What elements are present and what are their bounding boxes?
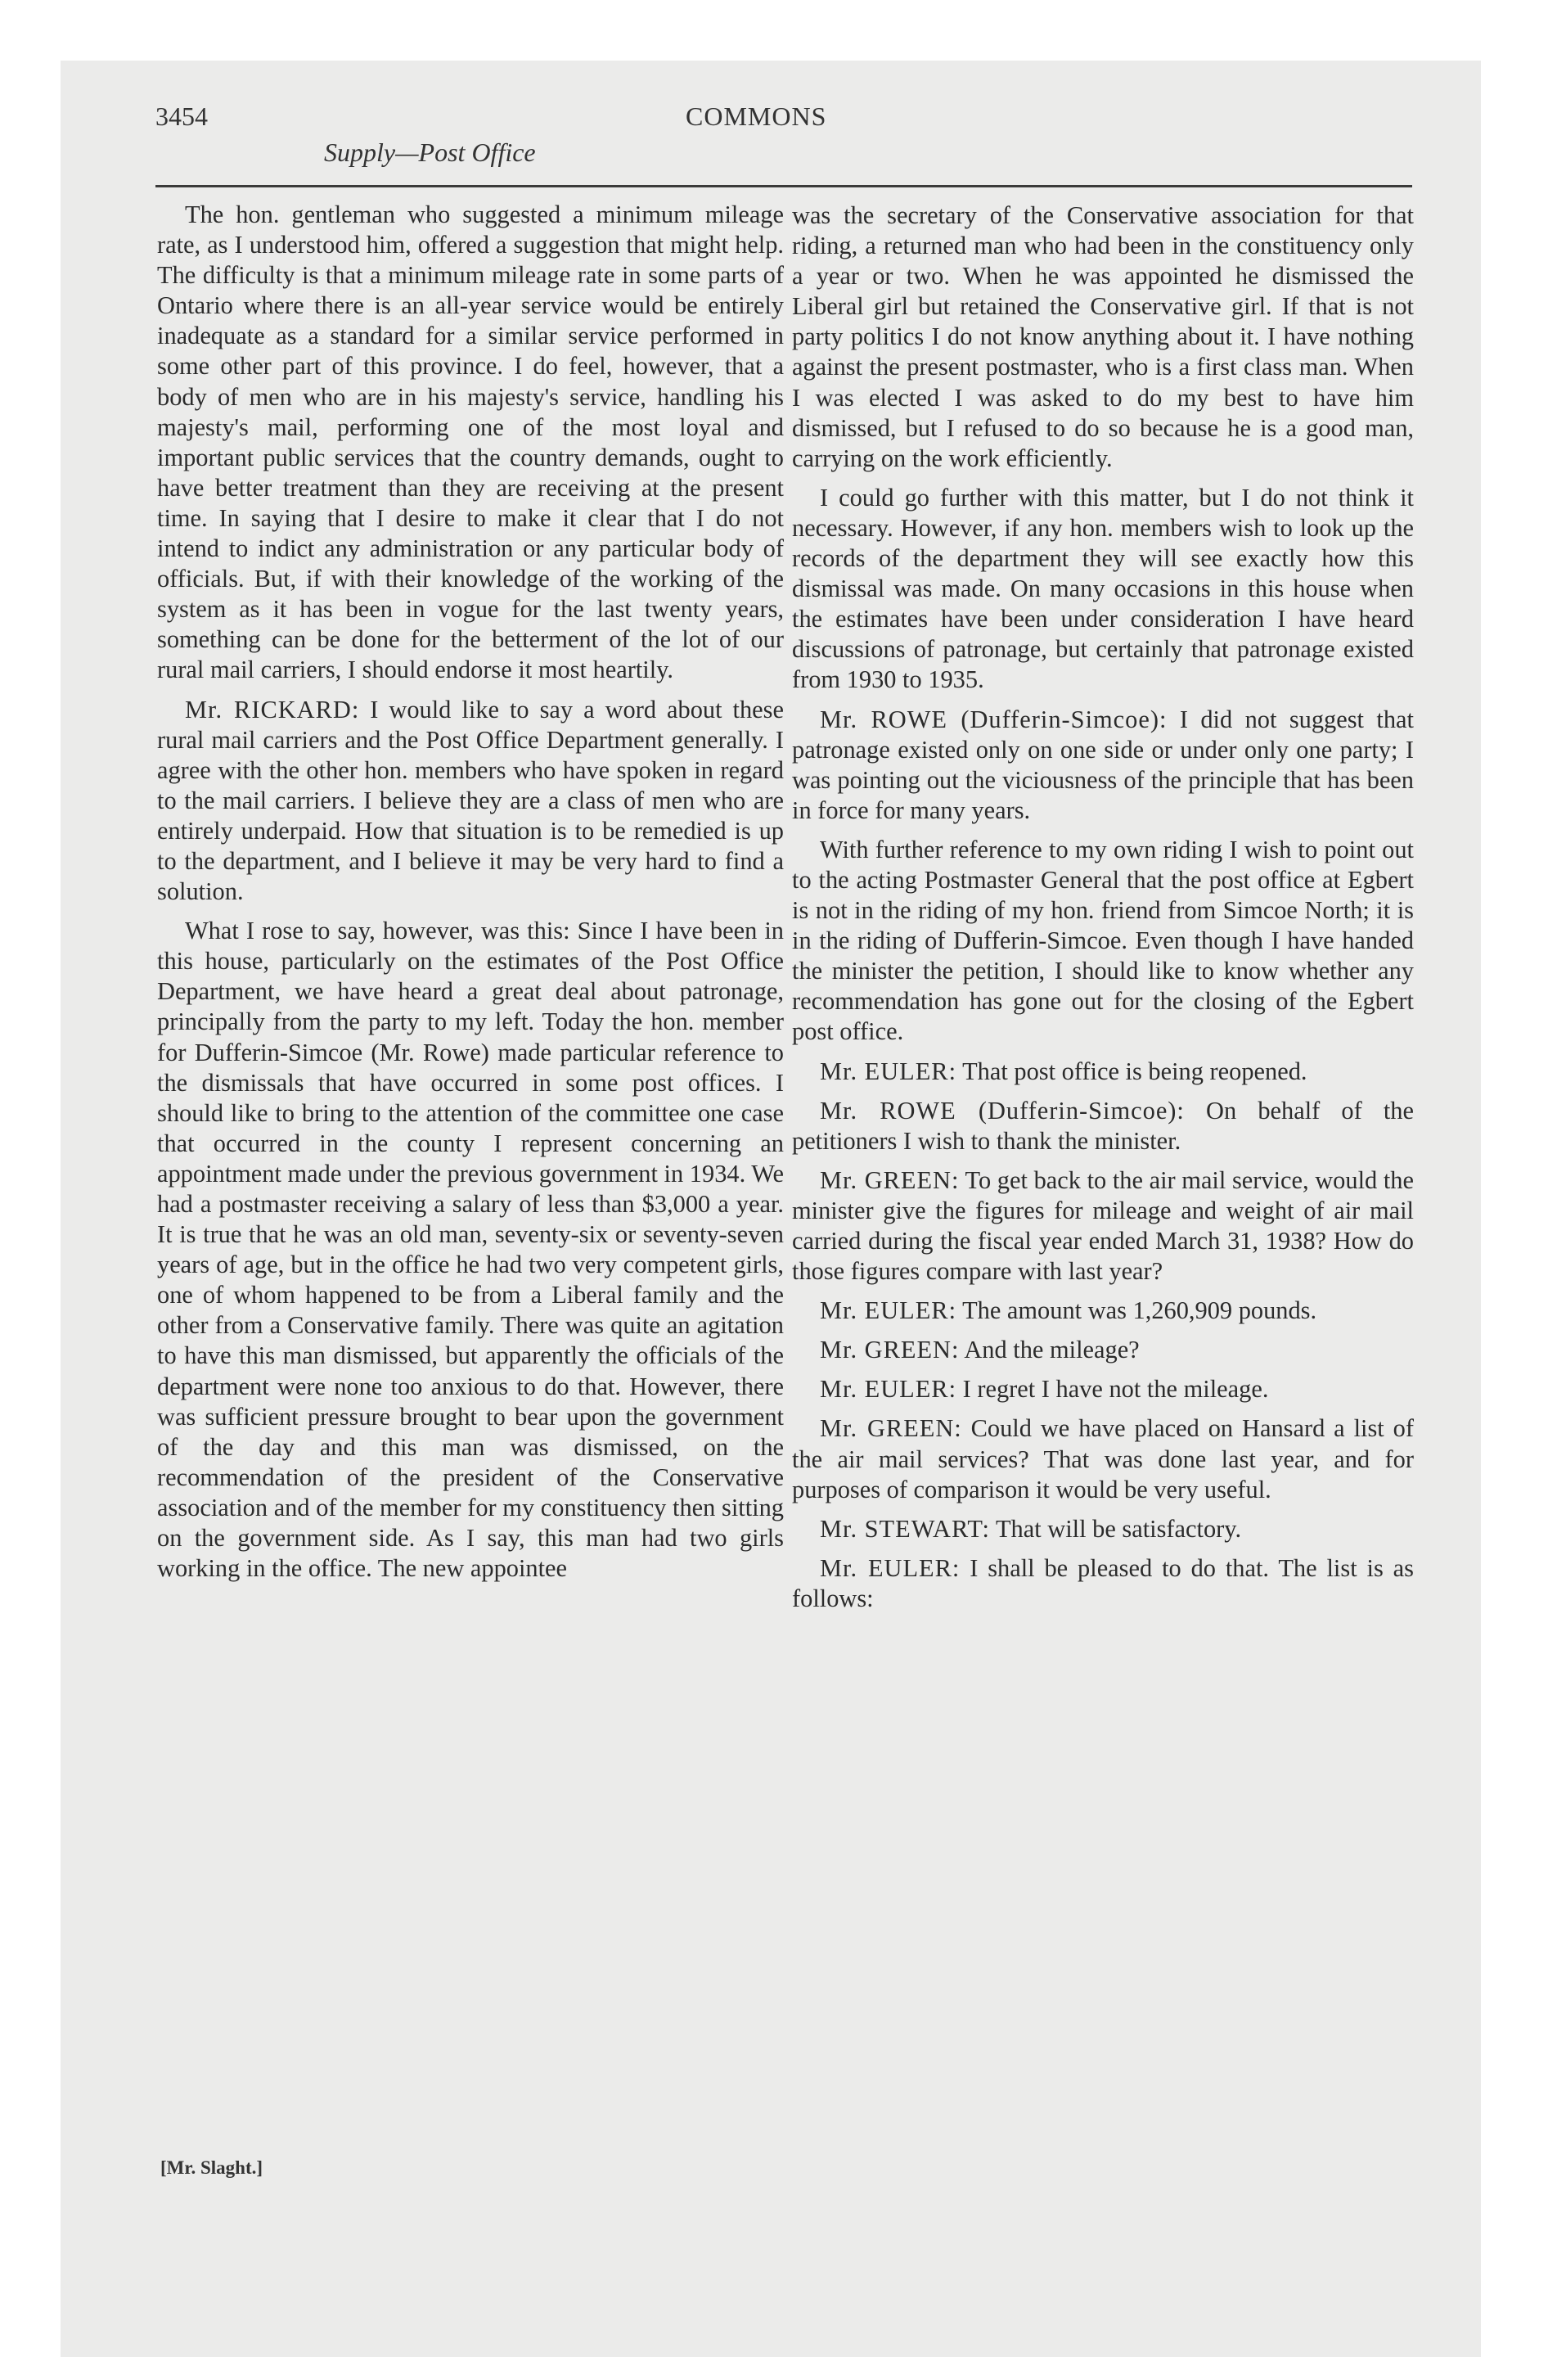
paragraph-text: I did not suggest that patronage existed only on one side or under only one party; I was pointing out the viciousness of the principle that has been in force for many years. <box>792 705 1414 824</box>
paragraph <box>792 705 1414 826</box>
paragraph <box>157 916 784 1584</box>
paragraph-text: That post office is being reopened. <box>962 1057 1307 1085</box>
paragraph-text: Could we have placed on Hansard a list of the air mail services? That was done last year, and for purposes of comparison it would be very useful. <box>792 1414 1414 1503</box>
speaker-name: Mr. ROWE (Dufferin-Simcoe): <box>820 1096 1185 1125</box>
paragraph-text: I could go further with this matter, but I do not think it necessary. However, if any hon. members wish to look up the records of the department they will see exactly how this dismissal was made. On many occasions in this house when the estimates have been under consideration I have heard discussions of patronage, but certainly that patronage existed from 1930 to 1935. <box>792 483 1414 694</box>
paragraph <box>157 200 784 686</box>
paragraph-text: To get back to the air mail service, would the minister give the figures for mileage and weight of air mail carried during the fiscal year ended March 31, 1938? How do those figures compare with last year? <box>792 1165 1414 1286</box>
speaker-name: Mr. GREEN: <box>820 1414 962 1443</box>
paragraph-text: That will be satisfactory. <box>995 1514 1242 1543</box>
paragraph-text: With further reference to my own riding I wish to point out to the acting Postmaster General that the post office at Egbert is not in the riding of my hon. friend from Simcoe North; it is in the riding of Dufferin-Simcoe. Even though I have handed the minister the petition, I should like to know whether any recommendation has gone out for the closing of the Egbert post office. <box>792 835 1414 1046</box>
speaker-name: Mr. EULER: <box>820 1057 957 1085</box>
paragraph <box>792 1165 1414 1287</box>
paragraph <box>792 1335 1414 1365</box>
paragraph <box>792 1514 1414 1544</box>
paragraph <box>792 1096 1414 1156</box>
paragraph-text: The amount was 1,260,909 pounds. <box>962 1296 1317 1325</box>
footer-speaker-note: [Mr. Slaght.] <box>160 2157 263 2178</box>
paragraph-text: I would like to say a word about these rural mail carriers and the Post Office Department generally. I agree with the other hon. members who have spoken in regard to the mail carriers. I believe they are a class of men who are entirely underpaid. How that situation is to be remedied is up to the department, and I believe it may be very hard to find a solution. <box>157 695 784 906</box>
paragraph-text: I shall be pleased to do that. The list is as follows: <box>792 1553 1415 1612</box>
paragraph <box>792 1553 1414 1614</box>
page-number: 3454 <box>155 101 208 131</box>
paragraph-text: I regret I have not the mileage. <box>962 1375 1269 1404</box>
paragraph-text: was the secretary of the Conservative association for that riding, a returned man who had been in the constituency only a year or two. When he was appointed he dismissed the Liberal girl but retained the Conservative girl. If that is not party politics I do not know anything about it. I have nothing against the present postmaster, who is a first class man. When I was elected I was asked to do my best to have him dismissed, but I refused to do so because he is a good man, carrying on the work efficiently. <box>792 201 1414 472</box>
section-title: Supply—Post Office <box>324 137 536 167</box>
chamber-title: COMMONS <box>686 101 827 131</box>
paragraph-text: On behalf of the petitioners I wish to thank the minister. <box>792 1096 1414 1155</box>
speaker-name: Mr. RICKARD: <box>185 695 360 723</box>
speaker-name: Mr. EULER: <box>820 1296 957 1325</box>
paragraph-text: What I rose to say, however, was this: Since I have been in this house, particularly on the estimates of the Post Office Department, we have heard a great deal about patronage, principally from the party to my left. Today the hon. member for Dufferin-Simcoe (Mr. Rowe) made particular reference to the dismissals that have occurred in some post offices. I should like to bring to the attention of the committee one case that occurred in the county I represent concerning an appointment made under the previous government in 1934. We had a postmaster receiving a salary of less than $3,000 a year. It is true that he was an old man, seventy-six or seventy-seven years of age, but in the office he had two very competent girls, one of whom happened to be from a Liberal family and the other from a Conservative family. There was quite an agitation to have this man dismissed, but apparently the officials of the department were none too anxious to do that. However, there was sufficient pressure brought to bear upon the government of the day and this man was dismissed, on the recommendation of the president of the Conservative association and of the member for my constituency then sitting on the government side. As I say, this man had two girls working in the office. The new appointee <box>157 917 784 1583</box>
paragraph <box>792 201 1414 474</box>
speaker-name: Mr. GREEN: <box>820 1336 960 1364</box>
paragraph <box>792 1296 1414 1326</box>
paragraph <box>792 1413 1414 1504</box>
paragraph <box>157 695 784 908</box>
left-column <box>157 200 784 1584</box>
paragraph-text: And the mileage? <box>964 1336 1140 1364</box>
speaker-name: Mr. STEWART: <box>820 1514 990 1543</box>
paragraph <box>792 1057 1414 1087</box>
paragraph <box>792 483 1414 696</box>
speaker-name: Mr. ROWE (Dufferin-Simcoe): <box>820 705 1168 733</box>
speaker-name: Mr. EULER: <box>820 1375 957 1404</box>
header-rule <box>155 185 1412 187</box>
paragraph <box>792 1374 1414 1404</box>
right-column <box>792 201 1414 1614</box>
speaker-name: Mr. EULER: <box>820 1553 961 1582</box>
paragraph <box>792 835 1414 1048</box>
paragraph-text: The hon. gentleman who suggested a minimum mileage rate, as I understood him, offered a suggestion that might help. The difficulty is that a minimum mileage rate in some parts of Ontario where there is an all-year service would be entirely inadequate as a standard for a similar service performed in some other part of this province. I do feel, however, that a body of men who are in his majesty's service, handling his majesty's mail, performing one of the most loyal and important public services that the country demands, ought to have better treatment than they are receiving at the present time. In saying that I desire to make it clear that I do not intend to indict any administration or any particular body of officials. But, if with their knowledge of the working of the system as it has been in vogue for the last twenty years, something can be done for the betterment of the lot of our rural mail carriers, I should endorse it most heartily. <box>157 201 784 684</box>
speaker-name: Mr. GREEN: <box>820 1165 960 1194</box>
